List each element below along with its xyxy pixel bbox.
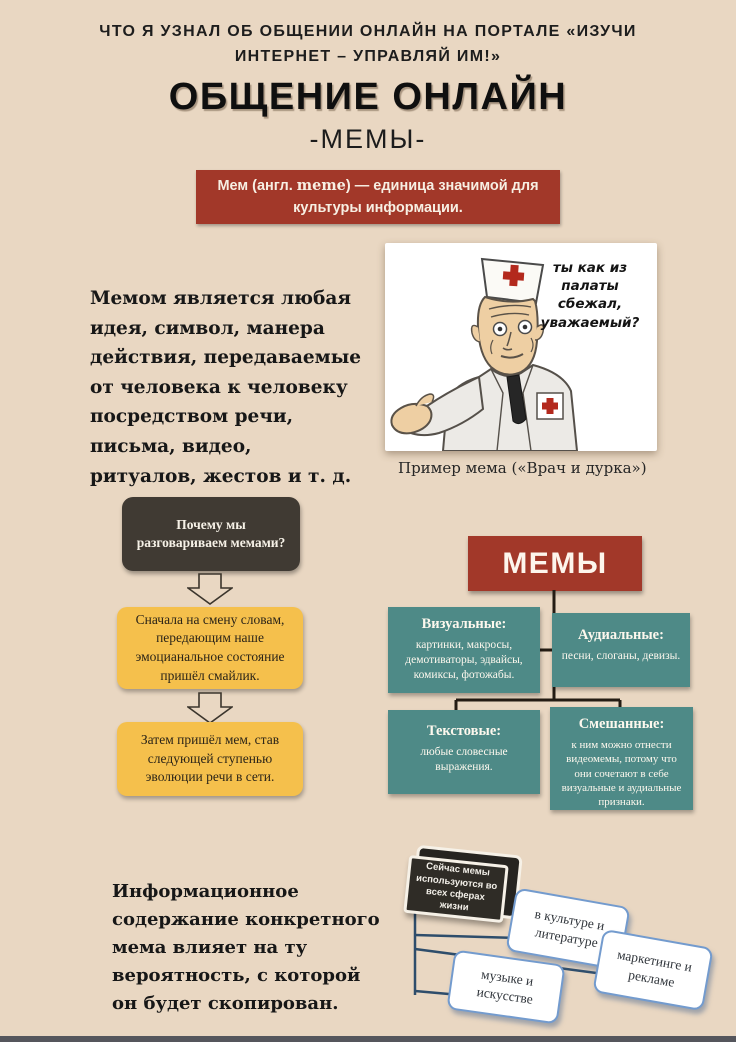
type-title: Визуальные: xyxy=(421,616,507,632)
footer-bar xyxy=(0,1036,736,1042)
type-box-mixed xyxy=(550,707,693,810)
flow-question-box: Почему мы разговариваем мемами? xyxy=(122,497,300,571)
meme-speech-text: ты как из палаты сбежал, уважаемый? xyxy=(540,260,640,331)
down-arrow-icon xyxy=(187,692,233,724)
poster-header: ЧТО Я УЗНАЛ ОБ ОБЩЕНИИ ОНЛАЙН НА ПОРТАЛЕ «ИЗУЧИ ИНТЕРНЕТ – УПРАВЛЯЙ ИМ!» xyxy=(99,23,637,65)
usage-branch-culture: в культуре и литературе xyxy=(505,887,630,970)
definition-prefix: Мем (англ. xyxy=(217,178,297,195)
flow-step-1: Сначала на смену словам, передающим наше эмоцианальное состояние пришёл смайлик. xyxy=(117,607,303,689)
type-box-visual xyxy=(388,607,540,693)
definition-text xyxy=(216,175,540,218)
usage-branch-marketing: маркетинге и рекламе xyxy=(592,929,713,1011)
type-body: песни, слоганы, девизы. xyxy=(561,650,681,662)
type-title: Смешанные: xyxy=(578,716,665,732)
usage-root-box: Сейчас мемы используются во всех сферах жизни xyxy=(403,855,509,923)
page-subtitle: -МЕМЫ- xyxy=(309,124,427,154)
type-box-audio xyxy=(552,613,690,687)
definition-suffix: ) — единица значимой для культуры информации. xyxy=(293,178,539,216)
type-body: любые словесные выражения. xyxy=(420,746,508,773)
down-arrow-icon xyxy=(187,573,233,605)
type-title: Текстовые: xyxy=(426,723,502,739)
type-body: к ним можно отнести видеомемы, потому что они сочетают в себе визуальные и аудиальные признаки. xyxy=(561,739,682,809)
page-title: ОБЩЕНИЕ ОНЛАЙН xyxy=(168,76,568,118)
definition-term: meme xyxy=(296,177,346,195)
memes-root-box: МЕМЫ xyxy=(468,536,642,591)
type-body: картинки, макросы, демотиваторы, эдвайсы, комиксы, фотожабы. xyxy=(405,639,523,681)
definition-banner xyxy=(196,170,560,224)
flow-step-2: Затем пришёл мем, став следующей ступенью эволюции речи в сети. xyxy=(117,722,303,796)
usage-branch-music: музыке и искусстве xyxy=(446,949,565,1024)
type-box-text xyxy=(388,710,540,794)
type-title: Аудиальные: xyxy=(578,627,664,643)
intro-paragraph: Мемом является любая идея, символ, манера действия, передаваемые от человека к человеку посредством речи, письма, видео, ритуалов, жестов и т. д. xyxy=(90,288,362,487)
closing-paragraph: Информационное содержание конкретного мема влияет на ту вероятность, с которой он будет скопирован. xyxy=(112,881,380,1014)
meme-caption: Пример мема («Врач и дурка») xyxy=(398,459,647,477)
meme-example-image xyxy=(385,243,657,451)
